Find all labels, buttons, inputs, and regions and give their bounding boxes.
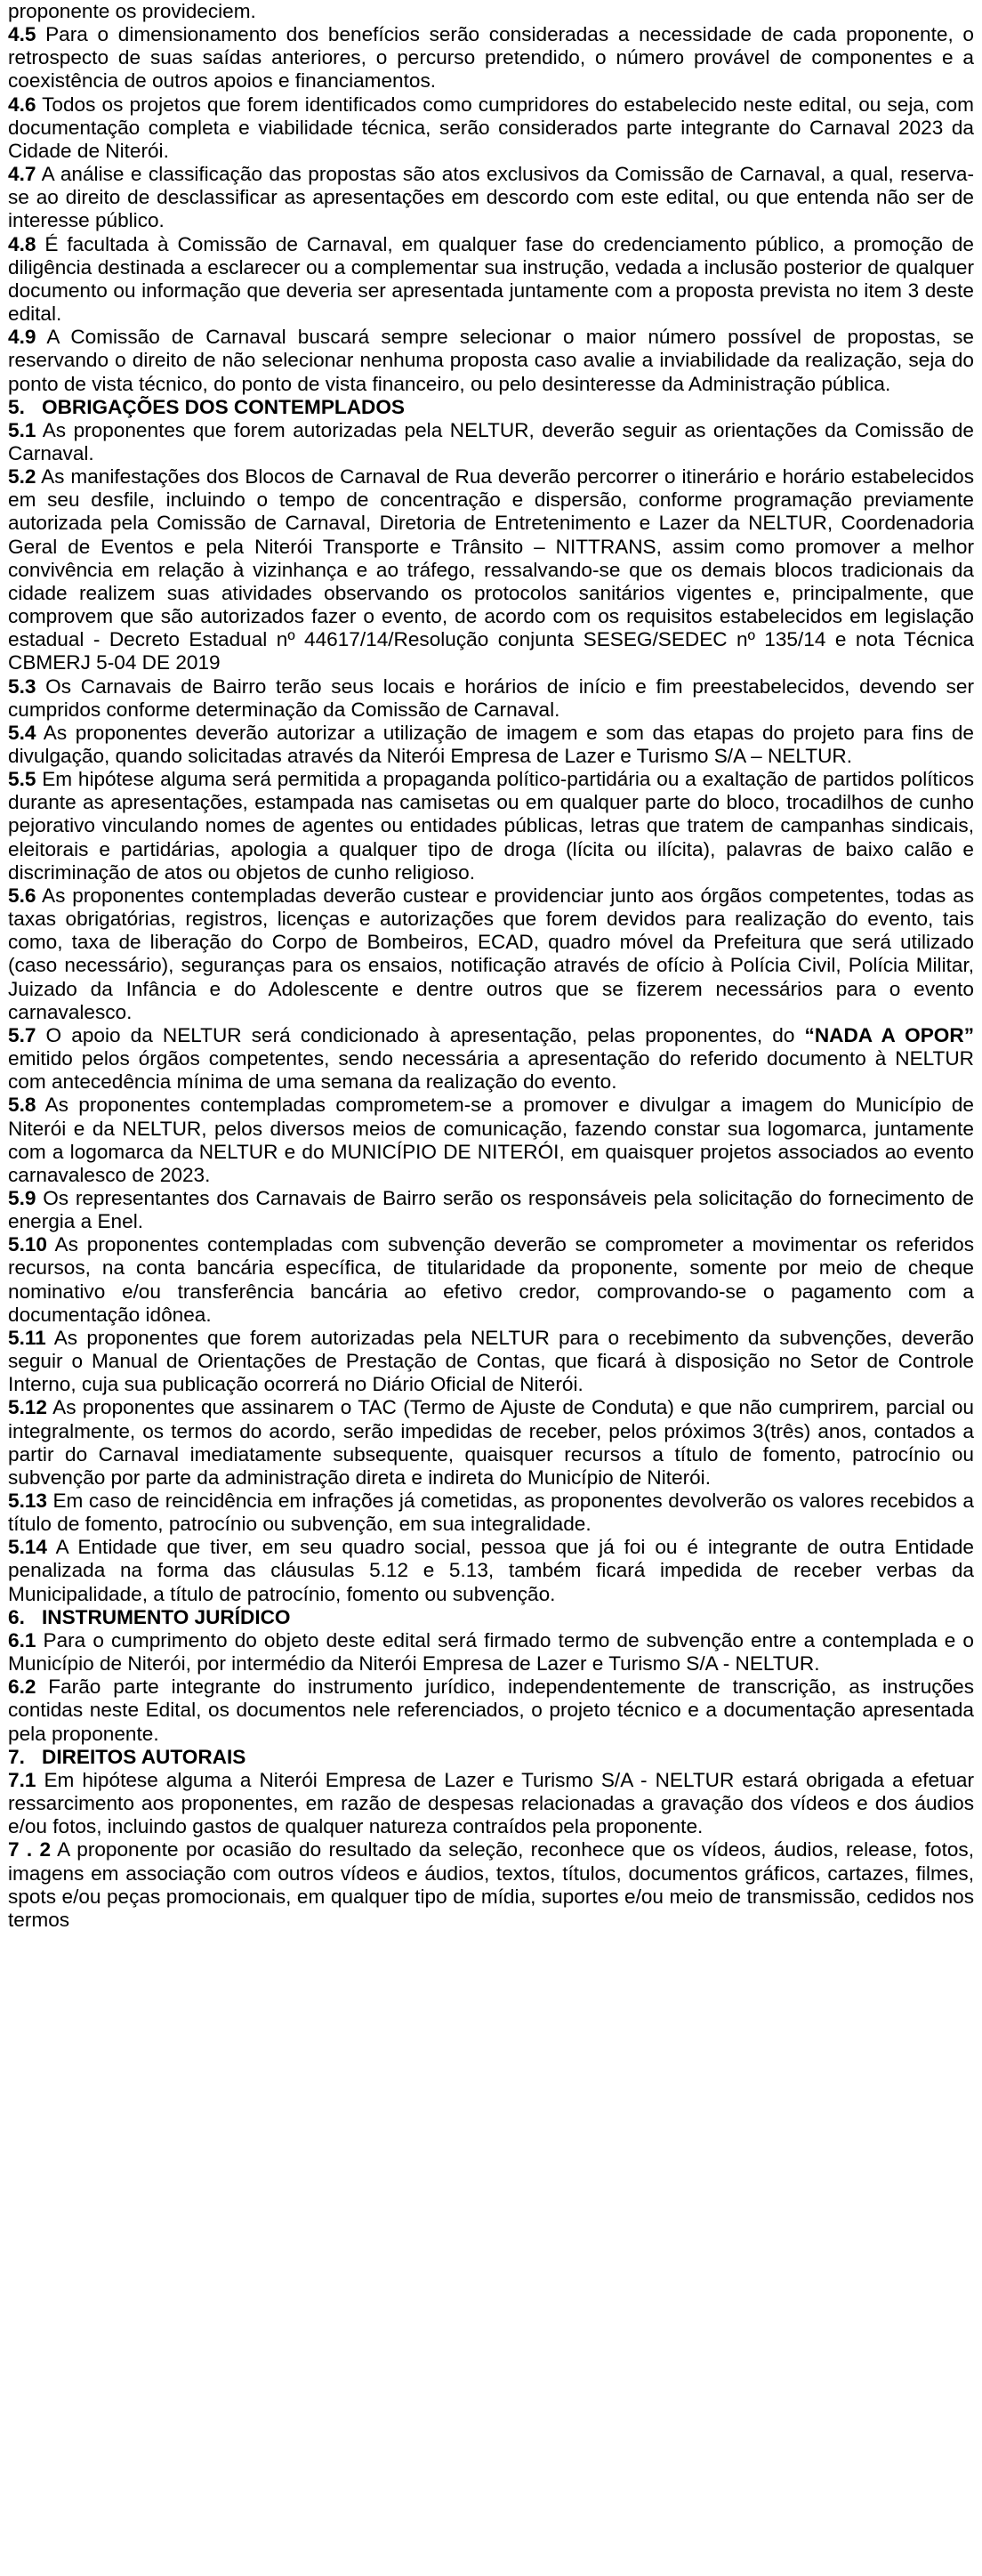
- clause-text: Farão parte integrante do instrumento jurídico, independentemente de transcrição, as instruções contidas neste Edital, os documentos nele referenciados, o projeto técnico e a documentação apresentada pela proponente.: [8, 1676, 974, 1745]
- clause-number: 7.1: [8, 1768, 36, 1791]
- clause-paragraph: [8, 0, 974, 23]
- clause-text: A análise e classificação das propostas são atos exclusivos da Comissão de Carnaval, a qual, reserva-se ao direito de desclassificar as apresentações em descordo com este edital, ou que entenda não ser de interesse público.: [8, 163, 974, 232]
- clause-paragraph: [8, 1396, 974, 1490]
- clause-number: 5.9: [8, 1186, 36, 1209]
- clause-paragraph: [8, 419, 974, 465]
- section-title: DIREITOS AUTORAIS: [42, 1745, 246, 1768]
- clause-number: 5.10: [8, 1233, 47, 1256]
- clause-text: As proponentes que forem autorizadas pela NELTUR, deverão seguir as orientações da Comissão de Carnaval.: [8, 418, 974, 464]
- clause-number: 4.8: [8, 232, 36, 255]
- clause-text: As proponentes contempladas comprometem-se a promover e divulgar a imagem do Município de Niterói e da NELTUR, pelos diversos meios de comunicação, fazendo constar sua logomarca, juntamente com a logomarca da NELTUR e do MUNICÍPIO DE NITERÓI, em quaisquer projetos associados ao evento carnavalesco de 2023.: [8, 1094, 974, 1186]
- clause-text: emitido pelos órgãos competentes, sendo necessária a apresentação do referido documento à NELTUR com antecedência mínima de uma semana da realização do evento.: [8, 1047, 974, 1094]
- clause-text: As proponentes deverão autorizar a utilização de imagem e som das etapas do projeto para fins de divulgação, quando solicitadas através da Niterói Empresa de Lazer e Turismo S/A – NELTUR.: [8, 721, 974, 767]
- clause-paragraph: [8, 1233, 974, 1327]
- clause-paragraph: [8, 1769, 974, 1838]
- clause-text: Os representantes dos Carnavais de Bairro serão os responsáveis pela solicitação do fornecimento de energia a Enel.: [8, 1186, 974, 1233]
- clause-number: 5.7: [8, 1023, 36, 1046]
- clause-paragraph: [8, 1536, 974, 1605]
- section-number: 7.: [8, 1745, 25, 1768]
- clause-paragraph: [8, 1094, 974, 1187]
- clause-text: É facultada à Comissão de Carnaval, em qualquer fase do credenciamento público, a promoção de diligência destinada a esclarecer ou a complementar sua instrução, vedada a inclusão posterior de qualquer documento ou informação que deveria ser apresentada juntamente com a proposta prevista no item 3 deste edital.: [8, 232, 974, 326]
- clause-number: 5.11: [8, 1326, 46, 1349]
- clause-paragraph: [8, 722, 974, 768]
- clause-text: As proponentes contempladas com subvenção deverão se comprometer a movimentar os referidos recursos, na conta bancária específica, de titularidade da proponente, somente por meio de cheque nominativo e/ou transferência bancária ao efetivo credor, comprovando-se o pagamento com a documentação idônea.: [8, 1233, 974, 1326]
- clause-number: 5.5: [8, 768, 36, 791]
- clause-paragraph: [8, 233, 974, 327]
- clause-number: 5.2: [8, 465, 36, 489]
- section-title: OBRIGAÇÕES DOS CONTEMPLADOS: [42, 395, 405, 418]
- clause-number: 5.4: [8, 721, 36, 744]
- section-number: 5.: [8, 395, 25, 418]
- clause-text: Em hipótese alguma a Niterói Empresa de Lazer e Turismo S/A - NELTUR estará obrigada a efetuar ressarcimento aos proponentes, em razão de despesas relacionadas a gravação dos vídeos e dos áudios e/ou fotos, incluindo gastos de qualquer natureza contraídos pela proponente.: [8, 1768, 974, 1838]
- clause-number: 4.9: [8, 326, 36, 349]
- clause-number: 4.7: [8, 163, 36, 186]
- clause-paragraph: [8, 23, 974, 93]
- clause-text: Em caso de reincidência em infrações já cometidas, as proponentes devolverão os valores recebidos a título de fomento, patrocínio ou subvenção, em sua integralidade.: [8, 1490, 974, 1536]
- clause-paragraph: [8, 1838, 974, 1932]
- clause-paragraph: [8, 163, 974, 232]
- clause-paragraph: [8, 326, 974, 395]
- clause-paragraph: [8, 1676, 974, 1745]
- clause-paragraph: [8, 768, 974, 884]
- clause-number: 4.6: [8, 93, 36, 116]
- clause-paragraph: [8, 465, 974, 674]
- clause-number: 5.13: [8, 1490, 47, 1512]
- clause-text: As proponentes contempladas deverão custear e providenciar junto aos órgãos competentes, todas as taxas obrigatórias, registros, licenças e autorizações que forem devidos para realização do evento, tais como, taxa de liberação do Corpo de Bombeiros, ECAD, quadro móvel da Prefeitura que será utilizado (caso necessário), seguranças para os ensaios, notificação através de ofício à Polícia Civil, Polícia Militar, Juizado da Infância e do Adolescente e dentre outros que se fizerem necessários para o evento carnavalesco.: [8, 884, 974, 1023]
- clause-text: Todos os projetos que forem identificados como cumpridores do estabelecido neste edital, ou seja, com documentação completa e viabilidade técnica, serão considerados parte integrante do Carnaval 2023 da Cidade de Niterói.: [8, 93, 974, 162]
- clause-number: 5.14: [8, 1536, 47, 1559]
- clause-number: 6.1: [8, 1628, 36, 1651]
- clause-text: A proponente por ocasião do resultado da seleção, reconhece que os vídeos, áudios, release, fotos, imagens em associação com outros vídeos e áudios, textos, títulos, documentos gráficos, cartazes, filmes, spots e/ou peças promocionais, em qualquer tipo de mídia, suportes e/ou meio de transmissão, cedidos nos termos: [8, 1838, 974, 1931]
- clause-text: Para o dimensionamento dos benefícios serão consideradas a necessidade de cada proponente, o retrospecto de suas saídas anteriores, o percurso pretendido, o número provável de componentes e a coexistência de outros apoios e financiamentos.: [8, 23, 974, 93]
- clause-text: As proponentes que assinarem o TAC (Termo de Ajuste de Conduta) e que não cumprirem, parcial ou integralmente, os termos do acordo, serão impedidas de receber, pelos próximos 3(três) anos, contados a partir do Carnaval imediatamente subsequente, quaisquer recursos a título de fomento, patrocínio ou subvenção por parte da administração direta e indireta do Município de Niterói.: [8, 1396, 974, 1489]
- clause-number: 6.2: [8, 1676, 36, 1699]
- section-heading: [8, 1606, 974, 1629]
- clause-text: Em hipótese alguma será permitida a propaganda político-partidária ou a exaltação de partidos políticos durante as apresentações, estampada nas camisetas ou em qualquer parte do bloco, trocadilhos de cunho pejorativo vinculando nomes de agentes ou entidades públicas, letras que tratem de campanhas sindicais, eleitorais e partidárias, apologia a qualquer tipo de droga (lícita ou ilícita), palavras de baixo calão e discriminação de atos ou objetos de cunho religioso.: [8, 768, 974, 884]
- section-heading: [8, 1746, 974, 1769]
- clause-paragraph: [8, 1024, 974, 1094]
- clause-text: proponente os provideciem.: [8, 0, 256, 22]
- clause-number: 4.5: [8, 23, 36, 46]
- clause-number: 5.3: [8, 674, 36, 698]
- clause-number: 5.8: [8, 1094, 36, 1117]
- section-title: INSTRUMENTO JURÍDICO: [42, 1605, 291, 1628]
- clause-paragraph: [8, 675, 974, 722]
- section-number: 6.: [8, 1605, 25, 1628]
- clause-paragraph: [8, 1327, 974, 1396]
- clause-number: 5.6: [8, 884, 36, 907]
- clause-paragraph: [8, 1629, 974, 1676]
- clause-text: O apoio da NELTUR será condicionado à apresentação, pelas proponentes, do: [36, 1023, 805, 1046]
- clause-paragraph: [8, 884, 974, 1024]
- clause-number: 5.1: [8, 418, 36, 441]
- clause-text: Para o cumprimento do objeto deste edital será firmado termo de subvenção entre a contemplada e o Município de Niterói, por intermédio da Niterói Empresa de Lazer e Turismo S/A - NELTUR.: [8, 1628, 974, 1676]
- clause-emphasis: “NADA A OPOR”: [804, 1023, 974, 1046]
- section-heading: [8, 396, 974, 419]
- clause-text: As proponentes que forem autorizadas pela NELTUR para o recebimento da subvenções, deverão seguir o Manual de Orientações de Prestação de Contas, que ficará à disposição no Setor de Controle Interno, cuja sua publicação ocorrerá no Diário Oficial de Niterói.: [8, 1326, 974, 1396]
- clause-text: As manifestações dos Blocos de Carnaval de Rua deverão percorrer o itinerário e horário estabelecidos em seu desfile, incluindo o tempo de concentração e dispersão, conforme programação previamente autorizada pela Comissão de Carnaval, Diretoria de Entretenimento e Lazer da NELTUR, Coordenadoria Geral de Eventos e pela Niterói Transporte e Trânsito – NITTRANS, assim como promover a melhor convivência em relação à vizinhança e ao tráfego, ressalvando-se que os demais blocos tradicionais da cidade realizem suas atividades observando os protocolos sanitários vigentes e, principalmente, que comprovem que são autorizados fazer o evento, de acordo com os requisitos estabelecidos em legislação estadual - Decreto Estadual nº 44617/14/Resolução conjunta SESEG/SEDEC nº 135/14 e nota Técnica CBMERJ 5-04 DE 2019: [8, 465, 974, 674]
- clause-text: A Entidade que tiver, em seu quadro social, pessoa que já foi ou é integrante de outra Entidade penalizada na forma das cláusulas 5.12 e 5.13, também ficará impedida de receber verbas da Municipalidade, a título de patrocínio, fomento ou subvenção.: [8, 1536, 974, 1605]
- clause-text: A Comissão de Carnaval buscará sempre selecionar o maior número possível de propostas, se reservando o direito de não selecionar nenhuma proposta caso avalie a inviabilidade da realização, seja do ponto de vista técnico, do ponto de vista financeiro, ou pelo desinteresse da Administração pública.: [8, 326, 974, 395]
- clause-number: 5.12: [8, 1396, 47, 1419]
- clause-paragraph: [8, 93, 974, 163]
- clause-paragraph: [8, 1490, 974, 1536]
- clause-number: 7 . 2: [8, 1838, 52, 1861]
- clause-paragraph: [8, 1187, 974, 1233]
- clause-text: Os Carnavais de Bairro terão seus locais e horários de início e fim preestabelecidos, devendo ser cumpridos conforme determinação da Comissão de Carnaval.: [8, 674, 974, 721]
